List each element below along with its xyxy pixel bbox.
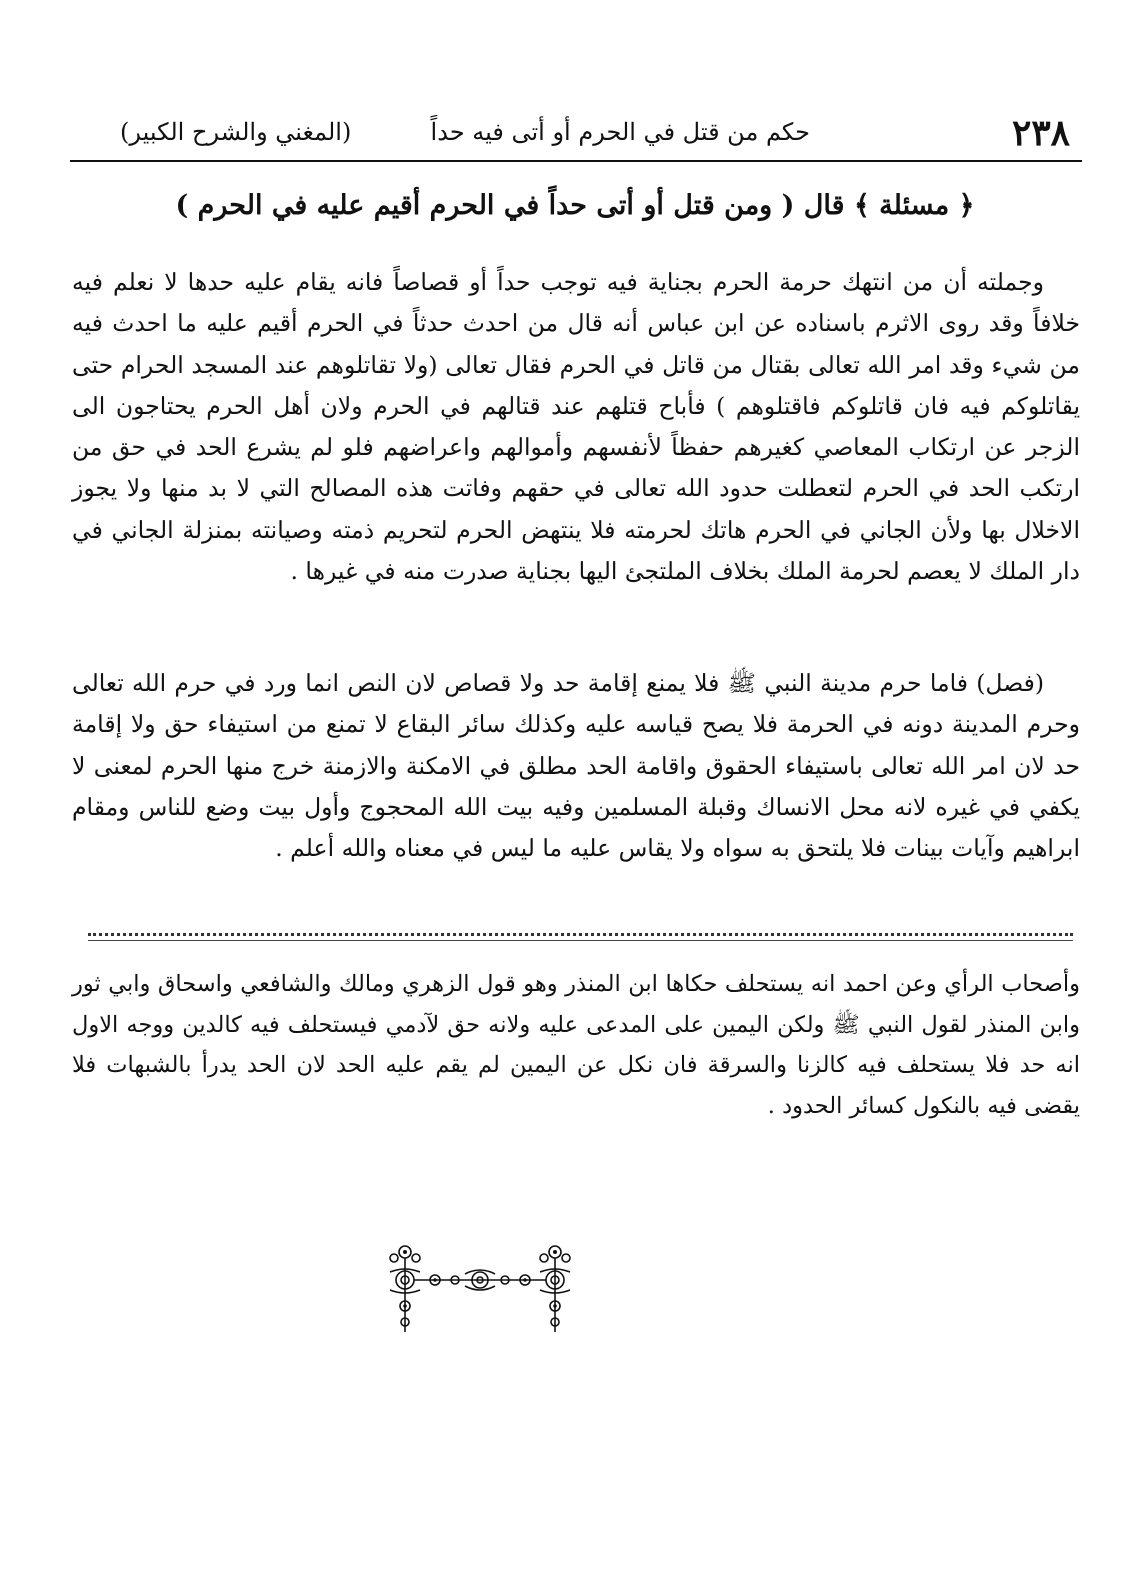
paragraph-main xyxy=(72,262,1080,592)
floral-ornament-icon xyxy=(370,1240,590,1340)
paragraph-fasl-text: (فصل) فاما حرم مدينة النبي ﷺ فلا يمنع إقامة حد ولا قصاص لان النص انما ورد في حرم الله تعالى وحرم المدينة دونه في الحرمة فلا يصح قياسه عليه وكذلك سائر البقاع لا تمنع من استيفاء حق ولا إقامة حد لان امر الله تعالى باستيفاء الحقوق واقامة الحد مطلق في الامكنة والازمنة خرج منها الحرم لمعنى لا يكفي في غيره لانه محل الانساك وقبلة المسلمين وفيه بيت الله المحجوج وأول بيت وضع للناس ومقام ابراهيم وآيات بينات فلا يلتحق به سواه ولا يقاس عليه ما ليس في معناه والله أعلم . xyxy=(72,669,1080,863)
paragraph-fasl xyxy=(72,663,1080,869)
ornament-svg xyxy=(370,1240,590,1340)
page-header xyxy=(70,108,1080,158)
footnote-divider-line xyxy=(88,940,1073,941)
book-title: (المغني والشرح الكبير) xyxy=(120,118,352,146)
header-rule xyxy=(70,160,1082,162)
footnote-divider xyxy=(88,933,1073,936)
page-number: ٢٣٨ xyxy=(1011,112,1070,154)
footnote-text: وأصحاب الرأي وعن احمد انه يستحلف حكاها ابن المنذر وهو قول الزهري ومالك والشافعي واسحاق وابي ثور وابن المنذر لقول النبي ﷺ ولكن اليمين على المدعى عليه ولانه حق لآدمي فيستحلف فيه كالدين ووجه الاول انه حد فلا يستحلف فيه كالزنا والسرقة فان نكل عن اليمين لم يقم عليه الحد لان الحد يدرأ بالشبهات فلا يقضى فيه بالنكول كسائر الحدود . xyxy=(72,971,1080,1119)
paragraph-main-text: وجملته أن من انتهك حرمة الحرم بجناية فيه توجب حداً أو قصاصاً فانه يقام عليه حدها لا نعلم فيه خلافاً وقد روى الاثرم باسناده عن ابن عباس أنه قال من احدث حدثاً في الحرم أقيم عليه ما احدث فيه من شيء وقد امر الله تعالى بقتال من قاتل في الحرم فقال تعالى (ولا تقاتلوهم عند المسجد الحرام حتى يقاتلوكم فيه فان قاتلوكم فاقتلوهم ) فأباح قتلهم عند قتالهم في الحرم ولان أهل الحرم يحتاجون الى الزجر عن ارتكاب المعاصي كغيرهم حفظاً لأنفسهم وأموالهم واعراضهم فلو لم يشرع الحد في حق من ارتكب الحد في الحرم لتعطلت حدود الله تعالى في حقهم وفاتت هذه المصالح التي لا بد منها ولا يجوز الاخلال بها ولأن الجاني في الحرم هاتك لحرمته فلا ينتهض الحرم لتحريم ذمته وصيانته بمنزلة الجاني في دار الملك لا يعصم لحرمة الملك بخلاف الملتجئ اليها بجناية صدرت منه في غيرها . xyxy=(72,268,1080,586)
running-title: حكم من قتل في الحرم أو أتى فيه حداً xyxy=(430,118,810,146)
masala-heading: ﴿ مسئلة ﴾ قال ( ومن قتل أو أتى حداً في الحرم أقيم عليه في الحرم ) xyxy=(175,190,975,221)
